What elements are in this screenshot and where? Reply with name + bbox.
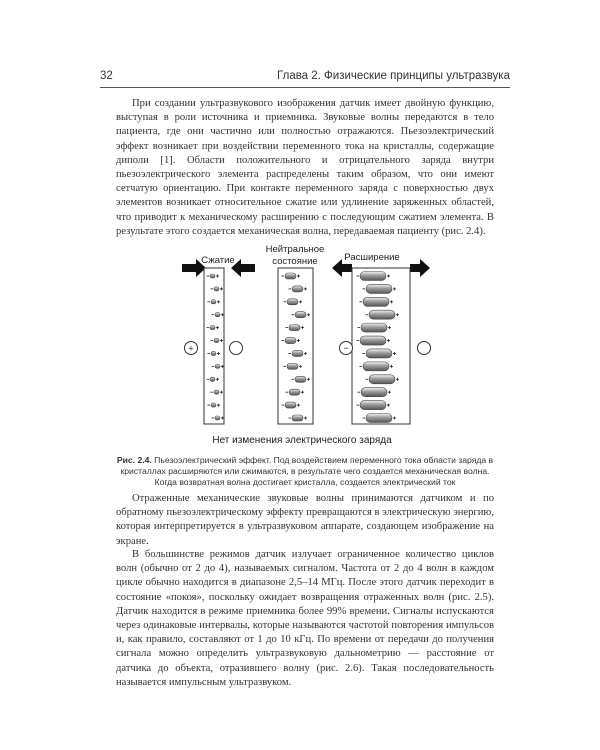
expanded-dipole [366, 310, 400, 319]
paragraph-reflected-waves: Отраженные механические звуковые волны принимаются датчиком и по обратному пьезоэлектрическому эффекту превращаются в электрическую энергию, которая интерпретируется в ультразвуковом аппарате, создающем изображение на экране. [116, 493, 494, 547]
electrode-neutral-right-sign: − [343, 343, 349, 353]
expanded-dipole [360, 362, 394, 371]
expanded-dipole [360, 297, 394, 306]
electrode-negative-right [418, 342, 431, 355]
electrode-neutral-right [340, 342, 353, 355]
expanded-dipole [363, 349, 397, 358]
expanded-dipole [363, 414, 397, 423]
label-compression: Сжатие [201, 255, 235, 266]
expanded-dipole [357, 336, 391, 345]
electrode-positive-left-sign: + [188, 343, 194, 354]
caption-text: Пьезоэлектрический эффект. Под воздействием переменного тока области заряда в кристаллах расширяются или сжимаются, в результате чего создается механическая волна. Когда возвратная волна достигает кристалла, создается электрический ток [120, 455, 494, 487]
label-expansion: Расширение [344, 252, 400, 263]
expanded-dipole [357, 272, 391, 281]
label-neutral-line1: Нейтральное [265, 244, 325, 255]
label-neutral-line2: состояние [272, 256, 318, 267]
expanded-dipole [357, 401, 391, 410]
paragraph-pulse-mode: В большинстве режимов датчик излучает ограниченное количество циклов волн (обычно от 2 до 4), называемых сигналом. Частота от 2 до 4 волн в каждом цикле обычно находится в диапазоне 2,5–14 МГц. После этого датчик переходит в состояние «покоя», поскольку ожидает возвращения отраженных волн (рис. 2.5). Датчик находится в режиме приемника более 99% времени. Сигналы испускаются через одинаковые интервалы, которые называются частотой повторения импульсов и, как правило, составляют от 1 до 10 кГц. По времени от передачи до получения сигнала можно определить ультразвуковую дальнометрию — расстояние от датчика до объекта, отразившего волну (рис. 2.6). Такая последовательность называется импульсным ультразвуком. [116, 549, 494, 688]
expanded-dipole [363, 284, 397, 293]
header-rule [100, 87, 510, 88]
expanded-dipole [358, 323, 392, 332]
figure-caption [116, 455, 494, 488]
arrow-expand-right [410, 259, 430, 277]
electrode-positive-left [185, 342, 198, 355]
caption-label: Рис. 2.4. [116, 455, 152, 465]
chapter-title: Глава 2. Физические принципы ультразвука [277, 70, 510, 82]
paragraph-piezo-intro: При создании ультразвукового изображения датчик имеет двойную функцию, выступая в роли источника и приемника. Звуковые волны передаются в тело пациента, где они частично или полностью отражаются. Пьезоэлектрический эффект возникает при воздействии переменного тока на кристаллы, содержащие диполи [1]. Области положительного и отрицательного заряда внутри пьезоэлектрического элемента распределены таким образом, что они имеют сетчатую ориентацию. При контакте переменного заряда с поверхностью двух элементов возникает относительное сжатие или удлинение заряженных областей, что приводит к механическому расширению с последующим сжатием элемента. В результате этого создается механическая волна, передаваемая пациенту (рис. 2.4). [116, 98, 494, 237]
electrode-neutral-left [230, 342, 243, 355]
label-no-charge-change: Нет изменения электрического заряда [212, 435, 392, 446]
expanded-dipole [366, 375, 400, 384]
figure-piezoelectric-effect [166, 236, 446, 456]
page-number: 32 [100, 70, 113, 82]
crystal-compressed [204, 268, 224, 424]
expanded-dipole [358, 388, 392, 397]
